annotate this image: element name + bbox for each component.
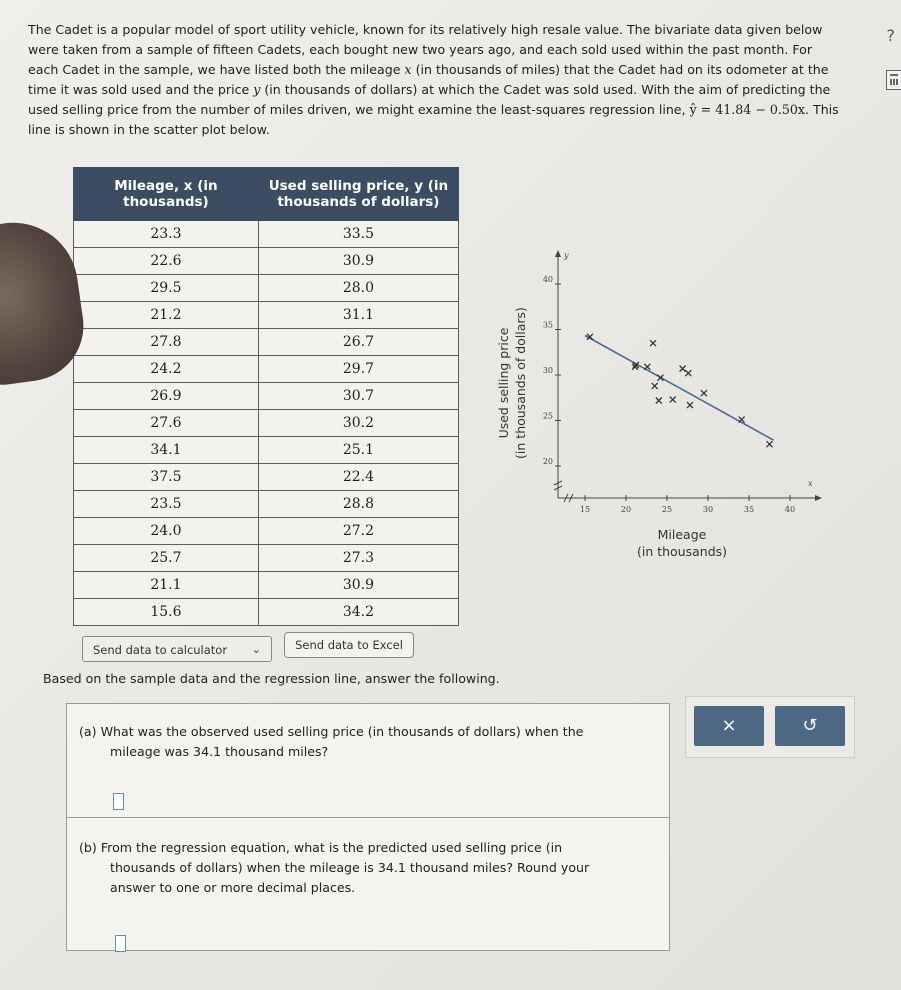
mileage-cell: 15.6 — [74, 599, 259, 626]
price-cell: 27.2 — [258, 518, 458, 545]
intro-text-3: (in thousands of dollars) at which the Cadet was sold used. With the aim of predicting the used selling price from the number of miles driven, we might examine the least-squares regression line, — [28, 82, 831, 117]
x-axis-symbol: x — [808, 479, 813, 488]
y-tick-label: 40 — [542, 275, 553, 284]
y-tick-label: 30 — [542, 366, 553, 375]
price-header: Used selling price, y (in thousands of dollars) — [258, 168, 458, 221]
intro-text-4: . This line is shown in the scatter plot below. — [28, 102, 839, 137]
price-cell: 31.1 — [258, 302, 458, 329]
price-cell: 33.5 — [258, 221, 458, 248]
data-point — [650, 340, 656, 346]
table-row — [74, 275, 459, 302]
price-cell: 30.9 — [258, 248, 458, 275]
intro-text-2: (in thousands of miles) that the Cadet had on its odometer at the time it was sold used and the price — [28, 62, 829, 97]
question-a — [79, 722, 624, 762]
y-tick-label: 35 — [542, 320, 553, 330]
y-axis-label-line2: (in thousands of dollars) — [513, 307, 528, 459]
data-table — [73, 167, 459, 626]
var-x: x — [404, 62, 412, 77]
mileage-cell: 27.8 — [74, 329, 259, 356]
x-axis-label — [622, 526, 742, 560]
mileage-cell: 23.3 — [74, 221, 259, 248]
question-b — [79, 838, 624, 898]
answer-b-input[interactable] — [115, 935, 126, 952]
answer-a-input[interactable] — [113, 793, 124, 810]
table-row — [74, 545, 459, 572]
price-cell: 28.8 — [258, 491, 458, 518]
price-cell: 26.7 — [258, 329, 458, 356]
help-icon[interactable]: ? — [886, 26, 895, 45]
x-tick-label: 30 — [702, 505, 714, 514]
question-b-line2: thousands of dollars) when the mileage is 34.1 thousand miles? Round your — [110, 860, 590, 875]
data-point — [767, 441, 773, 447]
table-row — [74, 599, 459, 626]
question-b-line1: From the regression equation, what is the predicted used selling price (in — [100, 840, 563, 855]
table-row — [74, 329, 459, 356]
y-axis-arrow — [555, 250, 561, 257]
table-row — [74, 518, 459, 545]
question-b-line3: answer to one or more decimal places. — [110, 880, 356, 895]
regression-equation: ŷ = 41.84 − 0.50x — [689, 102, 805, 117]
data-point — [685, 370, 691, 376]
question-a-line1: What was the observed used selling price (in thousands of dollars) when the — [100, 724, 584, 739]
y-axis-symbol: y — [564, 251, 569, 260]
scatter-plot — [490, 240, 830, 530]
x-tick-label: 40 — [784, 505, 796, 514]
x-tick-label: 15 — [579, 505, 591, 514]
table-row — [74, 491, 459, 518]
price-cell: 30.2 — [258, 410, 458, 437]
table-row — [74, 356, 459, 383]
table-row — [74, 410, 459, 437]
var-y: y — [253, 82, 261, 97]
table-row — [74, 302, 459, 329]
question-a-label: (a) — [79, 724, 97, 739]
question-b-label: (b) — [79, 840, 97, 855]
price-cell: 27.3 — [258, 545, 458, 572]
mileage-cell: 26.9 — [74, 383, 259, 410]
x-axis-arrow — [815, 495, 822, 501]
data-point — [652, 383, 658, 389]
mileage-cell: 21.1 — [74, 572, 259, 599]
regression-line — [585, 336, 774, 441]
data-point — [670, 397, 676, 403]
price-cell: 29.7 — [258, 356, 458, 383]
data-point — [656, 397, 662, 403]
y-axis-label — [495, 298, 529, 468]
price-cell: 22.4 — [258, 464, 458, 491]
table-row — [74, 572, 459, 599]
question-box — [66, 703, 670, 951]
y-axis-label-line1: Used selling price — [496, 327, 511, 439]
mileage-cell: 23.5 — [74, 491, 259, 518]
calculator-icon[interactable] — [886, 70, 901, 90]
x-tick-label: 25 — [661, 505, 673, 514]
data-point — [701, 390, 707, 396]
x-tick-label: 35 — [743, 505, 755, 514]
data-point — [680, 366, 686, 372]
table-row — [74, 221, 459, 248]
table-row — [74, 383, 459, 410]
table-row — [74, 464, 459, 491]
send-to-excel-button[interactable]: Send data to Excel — [284, 632, 414, 658]
mileage-cell: 29.5 — [74, 275, 259, 302]
table-row — [74, 248, 459, 275]
x-axis-label-line2: (in thousands) — [636, 544, 728, 559]
mileage-cell: 24.0 — [74, 518, 259, 545]
y-tick-label: 25 — [542, 411, 553, 421]
chevron-down-icon: ⌄ — [251, 643, 261, 656]
mileage-cell: 24.2 — [74, 356, 259, 383]
mileage-cell: 22.6 — [74, 248, 259, 275]
x-tick-label: 20 — [620, 505, 632, 514]
y-tick-label: 20 — [542, 457, 553, 466]
price-cell: 30.9 — [258, 572, 458, 599]
data-point — [687, 402, 693, 408]
send-to-calculator-label: Send data to calculator — [93, 643, 228, 657]
problem-statement — [28, 20, 843, 140]
price-cell: 28.0 — [258, 275, 458, 302]
price-cell: 30.7 — [258, 383, 458, 410]
mileage-cell: 34.1 — [74, 437, 259, 464]
undo-button[interactable]: ↺ — [775, 706, 845, 746]
mileage-cell: 25.7 — [74, 545, 259, 572]
price-cell: 25.1 — [258, 437, 458, 464]
clear-button[interactable]: × — [694, 706, 764, 746]
question-a-line2: mileage was 34.1 thousand miles? — [110, 744, 329, 759]
data-point — [644, 364, 650, 370]
mileage-cell: 21.2 — [74, 302, 259, 329]
instruction-text: Based on the sample data and the regression line, answer the following. — [43, 671, 500, 686]
mileage-header: Mileage, x (in thousands) — [74, 168, 259, 221]
question-divider — [67, 817, 669, 818]
price-cell: 34.2 — [258, 599, 458, 626]
table-row — [74, 437, 459, 464]
send-to-calculator-button[interactable] — [82, 636, 272, 662]
mileage-cell: 27.6 — [74, 410, 259, 437]
x-axis-label-line1: Mileage — [657, 527, 707, 542]
intro-text-1: The Cadet is a popular model of sport utility vehicle, known for its relatively high resale value. The bivariate data given below were taken from a sample of fifteen Cadets, each bought new two years ago, and each sold used within the past month. For each Cadet in the sample, we have listed both the mileage — [28, 22, 823, 77]
mileage-cell: 37.5 — [74, 464, 259, 491]
